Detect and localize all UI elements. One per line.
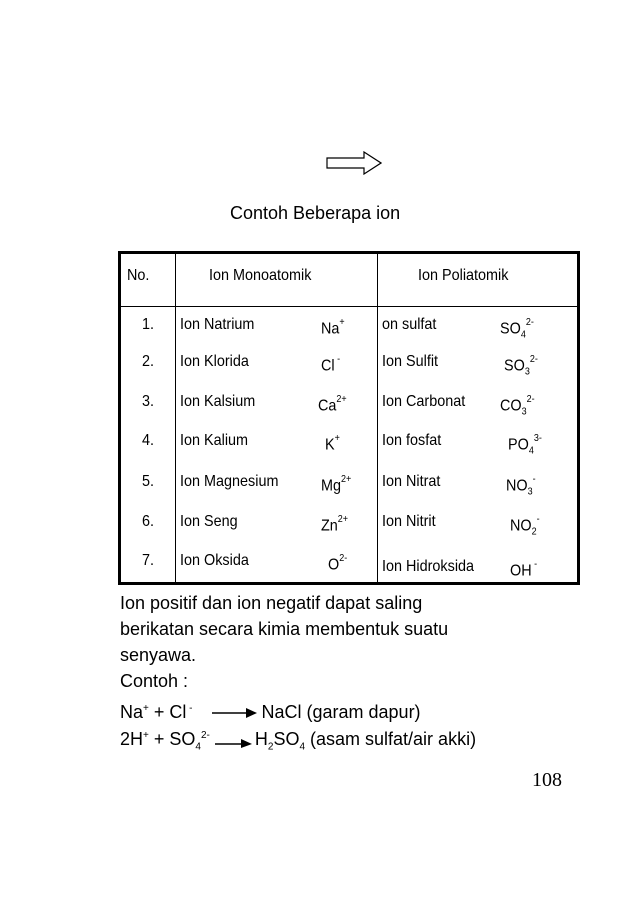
- row-number: 6.: [142, 513, 155, 530]
- example-label: Contoh :: [120, 671, 189, 691]
- mono-name: Ion Seng: [180, 513, 238, 530]
- page-number: 108: [532, 769, 562, 791]
- header-no: No.: [127, 267, 150, 284]
- mono-name: Ion Natrium: [180, 316, 255, 333]
- row-number: 3.: [142, 393, 155, 410]
- mono-symbol: $O^{2-}$: [328, 553, 348, 574]
- reaction-nacl: Na+ + Cl - NaCl (garam dapur): [120, 702, 421, 722]
- poly-formula: $SO_4^{2-}$: [500, 317, 534, 341]
- poly-formula: OH -: [510, 559, 538, 580]
- paragraph-line: berikatan secara kimia membentuk suatu: [120, 619, 449, 639]
- poly-name: Ion Nitrat: [382, 473, 441, 490]
- poly-name: Ion Nitrit: [382, 513, 436, 530]
- table-rows: [118, 251, 580, 585]
- poly-name: Ion Carbonat: [382, 393, 466, 410]
- row-number: 4.: [142, 432, 155, 449]
- poly-formula: $NO_2^-$: [510, 514, 540, 538]
- mono-name: Ion Magnesium: [180, 473, 279, 490]
- row-number: 2.: [142, 353, 155, 370]
- poly-formula: $NO_3^-$: [506, 474, 536, 498]
- poly-name: Ion Hidroksida: [382, 558, 475, 575]
- row-number: 1.: [142, 316, 155, 333]
- right-arrow-icon: [326, 151, 382, 175]
- reaction-arrow-icon: [212, 707, 258, 719]
- mono-symbol: $Zn^{2+}$: [321, 514, 349, 535]
- row-number: 7.: [142, 552, 155, 569]
- reaction-arrow-icon: [215, 732, 253, 748]
- row-number: 5.: [142, 473, 155, 490]
- reaction-h2so4: $2H^+ + SO_4^{2-}$ $H_2SO_4$ (asam sulfat/air akki): [120, 729, 477, 753]
- mono-name: Ion Kalium: [180, 432, 249, 449]
- mono-symbol: K+: [325, 433, 340, 454]
- mono-symbol: Cl -: [321, 354, 341, 375]
- header-polyatomic: Ion Poliatomik: [418, 267, 509, 284]
- paragraph-line: senyawa.: [120, 645, 197, 665]
- mono-symbol: Na+: [321, 317, 345, 338]
- poly-formula: $SO_3^{2-}$: [504, 354, 538, 378]
- mono-symbol: $Mg^{2+}$: [321, 474, 352, 495]
- poly-name: on sulfat: [382, 316, 437, 333]
- poly-name: Ion Sulfit: [382, 353, 439, 370]
- table-caption: Contoh Beberapa ion: [230, 203, 401, 223]
- paragraph-line: Ion positif dan ion negatif dapat saling: [120, 593, 423, 613]
- mono-name: Ion Kalsium: [180, 393, 256, 410]
- mono-name: Ion Oksida: [180, 552, 249, 569]
- header-monoatomic: Ion Monoatomik: [209, 267, 312, 284]
- mono-symbol: $Ca^{2+}$: [318, 394, 347, 415]
- poly-name: Ion fosfat: [382, 432, 442, 449]
- poly-formula: $PO_4^{3-}$: [508, 433, 542, 457]
- mono-name: Ion Klorida: [180, 353, 249, 370]
- poly-formula: $CO_3^{2-}$: [500, 394, 535, 418]
